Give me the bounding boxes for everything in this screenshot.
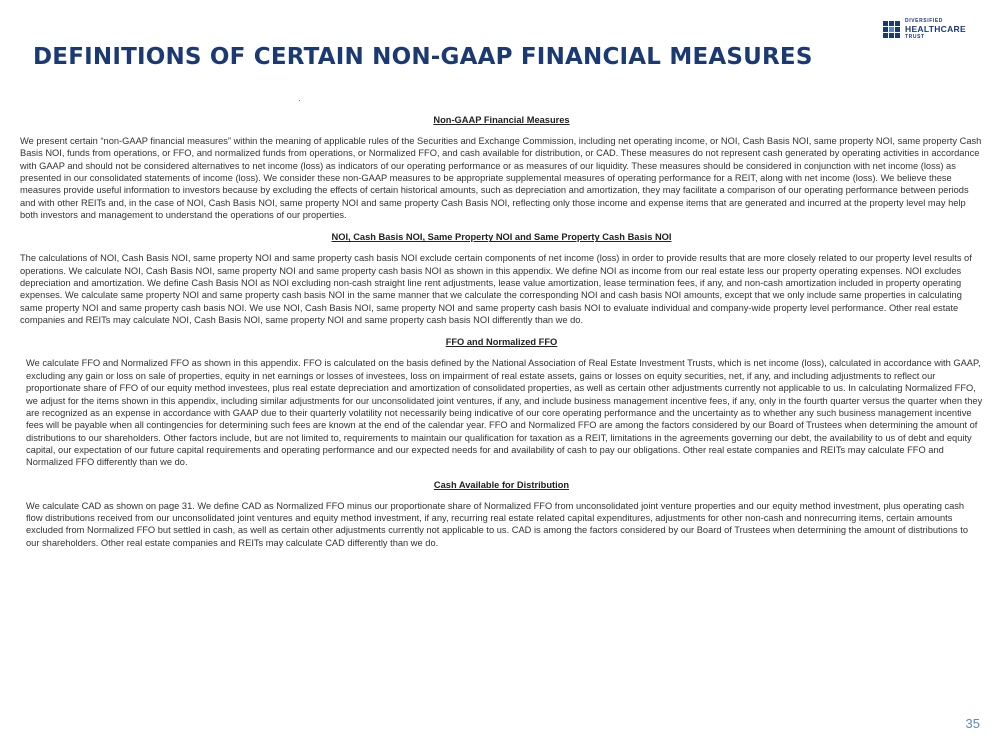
logo-line-1: DIVERSIFIED: [905, 18, 943, 24]
section-cad: [20, 478, 983, 549]
page-number: 35: [965, 716, 980, 731]
section-non-gaap-measures: [20, 113, 983, 221]
section-heading: NOI, Cash Basis NOI, Same Property NOI and Same Property Cash Basis NOI: [331, 232, 672, 243]
section-body: We present certain “non-GAAP financial measures” within the meaning of applicable rules of the Securities and Exchange Commission, including net operating income, or NOI, Cash Basis NOI, same property NOI, same property Cash Basis NOI, funds from operations, or FFO, and normalized funds from operations, or Normalized FFO, and cash available for distribution, or CAD. These measures do not represent cash generated by operating activities in accordance with GAAP and should not be considered alternatives to net income (loss) as indicators of our operating performance or as measures of our liquidity. These measures should be considered in conjunction with net income (loss) as presented in our consolidated statements of income (loss). We consider these non-GAAP measures to be appropriate supplemental measures of operating performance for a REIT, along with net income (loss). We believe these measures provide useful information to investors because by excluding the effects of certain historical amounts, such as depreciation and amortization, they may facilitate a comparison of our operating performance between periods and with other REITs and, in the case of NOI, Cash Basis NOI, same property NOI and same property Cash Basis NOI, reflecting only those income and expense items that are generated and incurred at the property level may help both investors and management to understand the operations of our properties.: [20, 136, 982, 221]
section-body: The calculations of NOI, Cash Basis NOI, same property NOI and same property cash basis NOI exclude certain components of net income (loss) in order to provide results that are more closely related to our property level results of operations. We calculate NOI, Cash Basis NOI, same property NOI and same property cash basis NOI as shown in this appendix. We define NOI as income from our real estate less our property operating expenses. NOI excludes depreciation and amortization. We define Cash Basis NOI as NOI excluding non-cash straight line rent adjustments, lease value amortization, lease termination fees, if any, and non-cash amortization included in property operating expenses. We calculate same property NOI and same property cash basis NOI in the same manner that we calculate the corresponding NOI and cash basis NOI amounts, except that we only include same properties in calculating same property NOI and same property cash basis NOI. We use NOI, Cash Basis NOI, same property NOI and same property cash basis NOI to evaluate individual and company-wide property level performance. Other real estate companies and REITs may calculate NOI, Cash Basis NOI, same property NOI and same property cash basis NOI differently than we do.: [20, 253, 972, 326]
section-body: We calculate CAD as shown on page 31. We define CAD as Normalized FFO minus our proportionate share of Normalized FFO from unconsolidated joint venture properties and our equity method investment, plus operating cash flow distributions received from our unconsolidated joint ventures and equity method investment, if any, recurring real estate related capital expenditures, adjustments for other non-cash and nonrecurring items, certain amounts excluded from Normalized FFO but settled in cash, as well as certain other adjustments currently not applicable to us. CAD is among the factors considered by our Board of Trustees when determining the amount of distributions to our shareholders. Other real estate companies and REITs may calculate CAD differently than we do.: [26, 500, 969, 548]
section-heading: FFO and Normalized FFO: [445, 337, 558, 348]
section-ffo: [20, 335, 983, 468]
section-heading: Cash Available for Distribution: [433, 479, 570, 490]
section-body: We calculate FFO and Normalized FFO as shown in this appendix. FFO is calculated on the basis defined by the National Association of Real Estate Investment Trusts, which is net income (loss), calculated in accordance with GAAP, excluding any gain or loss on sale of properties, equity in net earnings or losses of investees, loss on impairment of real estate assets, gains or losses on equity securities, net, if any, and including adjustments to reflect our proportionate share of FFO of our equity method investees, plus real estate depreciation and amortization of consolidated properties, as well as certain other adjustments currently not applicable to us. In calculating Normalized FFO, we adjust for the items shown in this appendix, including similar adjustments for our unconsolidated joint ventures, if any, and include business management incentive fees, if any, only in the fourth quarter versus the quarter when they are recognized as an expense in accordance with GAAP due to their quarterly volatility not necessarily being indicative of our core operating performance and the uncertainty as to whether any such business management incentive fees will be payable when all contingencies for determining such fees are known at the end of the calendar year. FFO and Normalized FFO are among the factors considered by our Board of Trustees when determining the amount of distributions to our shareholders. Other factors include, but are not limited to, requirements to maintain our qualification for taxation as a REIT, limitations in the agreements governing our debt, the availability to us of debt and equity capital, our expectation of our future capital requirements and operating performance and our expected needs for and availability of cash to pay our obligations. Other real estate companies and REITs may calculate FFO and Normalized FFO differently than we do.: [26, 358, 983, 468]
stray-dot: [299, 100, 300, 101]
page-title: DEFINITIONS OF CERTAIN NON-GAAP FINANCIAL MEASURES: [33, 44, 813, 70]
section-noi: [20, 230, 983, 326]
definitions-content: [20, 113, 983, 558]
logo-line-3: TRUST: [905, 33, 925, 40]
logo-wordmark: [905, 19, 966, 40]
section-heading: Non-GAAP Financial Measures: [433, 115, 570, 125]
logo-line-2: HEALTHCARE: [905, 24, 966, 34]
logo-grid-icon: [883, 21, 900, 38]
company-logo: [883, 19, 966, 40]
